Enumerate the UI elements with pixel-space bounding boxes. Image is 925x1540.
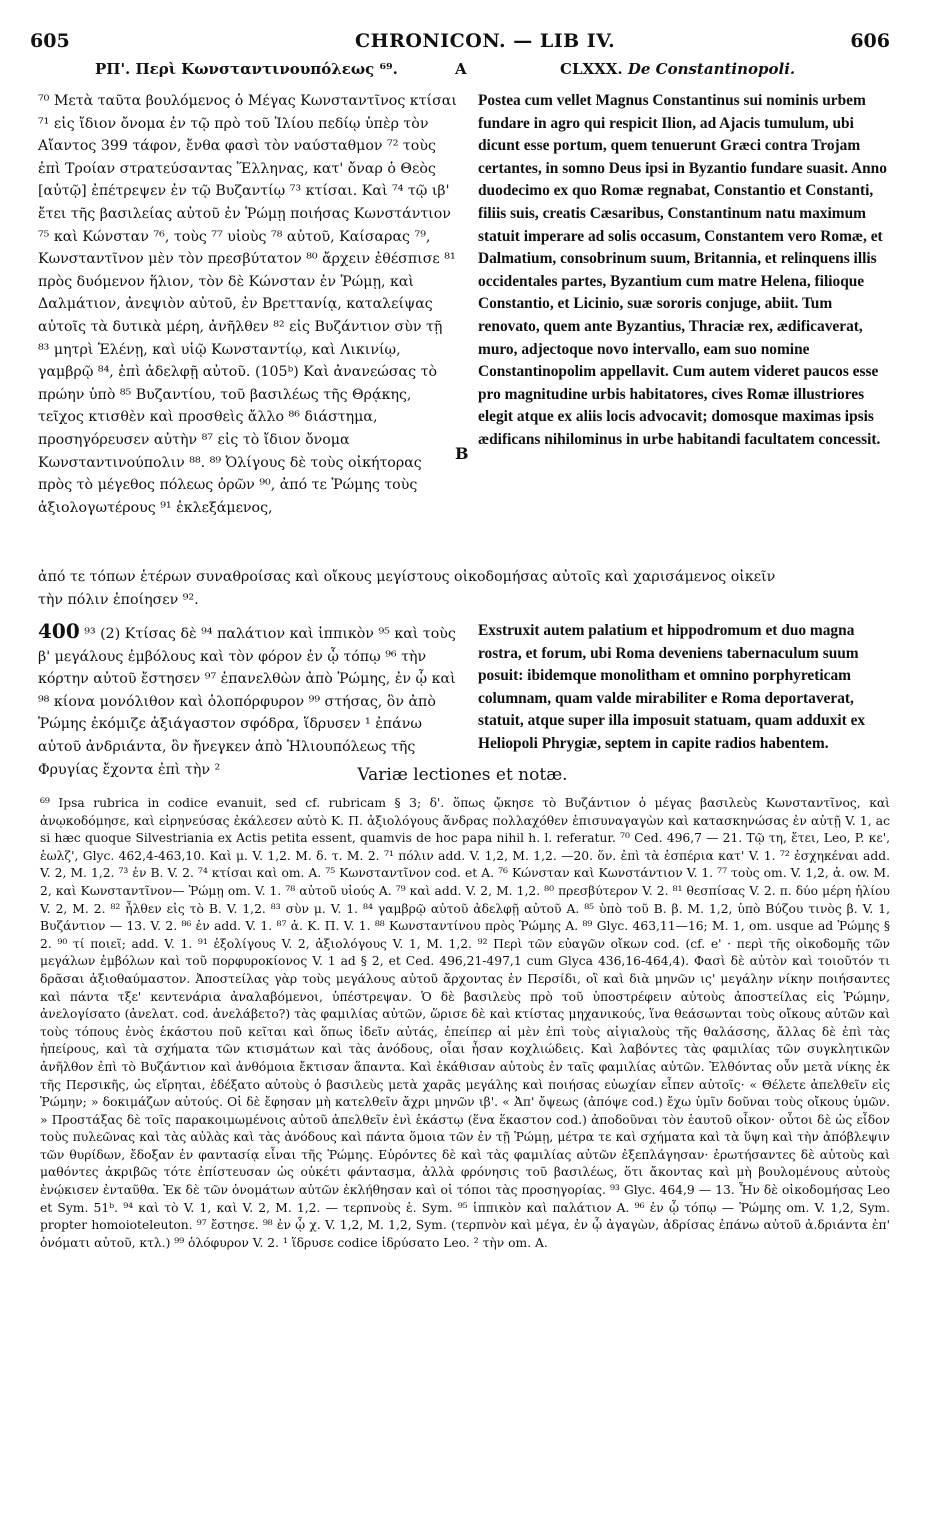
- page-header: [30, 30, 890, 56]
- greek-line: ἀπό τε τόπων ἑτέρων συναθροίσας καὶ οἴκους μεγίστους οἰκοδομήσας αὐτοῖς καὶ χαρισάμενος οἰκεῖν: [38, 569, 776, 585]
- section-number-400: 400: [38, 619, 80, 643]
- page-number-left: 605: [30, 30, 70, 52]
- greek-full-width-line: [38, 566, 883, 611]
- greek-column-text-2: [38, 620, 458, 781]
- running-title: CHRONICON. — LIB IV.: [355, 30, 616, 52]
- greek-column-text-1: [38, 90, 458, 519]
- greek-paragraph: ⁷⁰ Μετὰ ταῦτα βουλόμενος ὁ Μέγας Κωνσταντῖνος κτίσαι ⁷¹ εἰς ἴδιον ὄνομα ἐν τῷ πρὸ τοῦ Ἰλίου πεδίῳ ὑπὲρ τὸν Αἴαντος 399 τάφον, ἔνθα φασὶ τὸν ναύσταθμον ⁷² τοὺς ἐπὶ Τροίαν στρατεύσαντας Ἕλληνας, κατ' ὄναρ ὁ Θεὸς [αὐτῷ] ἐπέτρεψεν ἐν τῷ Βυζαντίῳ ⁷³ κτίσαι. Καὶ ⁷⁴ τῷ ιβ' ἔτει τῆς βασιλείας αὐτοῦ ἐν Ῥώμῃ ποιήσας Κωνστάντιον ⁷⁵ καὶ Κώνσταν ⁷⁶, τοὺς ⁷⁷ υἱοὺς ⁷⁸ αὐτοῦ, Καίσαρας ⁷⁹, Κωνσταντῖνον μὲν τὸν πρεσβύτατον ⁸⁰ ἄρχειν ἐθέσπισε ⁸¹ πρὸς δυόμενον ἥλιον, τὸν δὲ Κώνσταν ἐν Ῥώμῃ, καὶ Δαλμάτιον, ἀνεψιὸν αὐτοῦ, ἐν Βρεττανίᾳ, καταλείψας αὐτοῖς τὰ δυτικὰ μέρη, ἀνῆλθεν ⁸² εἰς Βυζάντιον σὺν τῇ ⁸³ μητρὶ Ἑλένῃ, καὶ υἱῷ Κωνσταντίῳ, καὶ Λικινίῳ, γαμβρῷ ⁸⁴, ἐπὶ ἀδελφῇ αὐτοῦ. (105ᵇ) Καὶ ἀνανεώσας τὸ πρώην ὑπὸ ⁸⁵ Βυζαντίου, τοῦ βασιλέως τῆς Θρᾴκης, τεῖχος κτισθὲν καὶ προσθεὶς ἄλλο ⁸⁶ διάστημα, προσηγόρευσεν αὐτὴν ⁸⁷ εἰς τὸ ἴδιον ὄνομα Κωνσταντινούπολιν ⁸⁸. ⁸⁹ Ὀλίγους δὲ τοὺς οἰκήτορας πρὸς τὸ μέγεθος πόλεως ὁρῶν ⁹⁰, ἀπό τε Ῥώμης τοὺς ἀξιολογωτέρους ⁹¹ ἐκλεξάμενος,: [38, 93, 457, 516]
- greek-section-heading: ΡΠ'. Περὶ Κωνσταντινουπόλεως ⁶⁹.: [95, 60, 398, 78]
- column-marker-b: B: [455, 444, 469, 463]
- page-number-right: 606: [850, 30, 890, 52]
- latin-section-title: De Constantinopoli.: [627, 60, 796, 78]
- column-marker-a: A: [455, 60, 467, 78]
- greek-paragraph-2: [38, 620, 458, 781]
- latin-section-heading: [560, 60, 795, 82]
- latin-column-text-1: [478, 90, 888, 452]
- notes-block: [40, 795, 890, 1252]
- notes-title: Variæ lectiones et notæ.: [357, 765, 568, 785]
- greek-line-end: τὴν πόλιν ἐποίησεν ⁹².: [38, 591, 199, 608]
- latin-column-text-2: [478, 620, 888, 756]
- latin-paragraph-2: Exstruxit autem palatium et hippodromum et duo magna rostra, et forum, ubi Roma deveniens tabernaculum suum posuit: ibidemque monolitham et omnino porphyreticam columnam, quam valde mirabiliter e Roma deportaverat, statuit, atque super illa imposuit statuam, quam adduxit ex Heliopoli Phrygiæ, septem in capite radios habentem.: [478, 622, 866, 752]
- latin-section-number: CLXXX.: [560, 60, 623, 78]
- greek-paragraph-2-text: ⁹³ (2) Κτίσας δὲ ⁹⁴ παλάτιον καὶ ἱππικὸν ⁹⁵ καὶ τοὺς β' μεγάλους ἐμβόλους καὶ τὸν φόρον ἐν ᾧ τόπῳ ⁹⁶ τὴν κόρτην αὐτοῦ ἔστησεν ⁹⁷ ἐπανελθὼν ἀπὸ Ῥώμης, ἐν ᾧ καὶ ⁹⁸ κίονα μονόλιθον καὶ ὁλοπόρφυρον ⁹⁹ στήσας, ὃν ἀπὸ Ῥώμης ἐκόμιζε ἀξιάγαστον σφόδρα, ἵδρυσεν ¹ ἐπάνω αὐτοῦ ἀνδριάντα, ὃν ἤνεγκεν ἀπὸ Ἡλιουπόλεως τῆς Φρυγίας ἔχοντα ἐπὶ τὴν ²: [38, 626, 456, 778]
- latin-paragraph: Postea cum vellet Magnus Constantinus sui nominis urbem fundare in agro qui respicit Ilion, ad Ajacis tumulum, ubi dicunt esse portum, quem tenuerunt Græci contra Trojam certantes, in somno Deus ipsi in Byzantio fundare suasit. Anno duodecimo ex quo Romæ regnabat, Constantio et Constanti, filiis suis, creatis Cæsaribus, Constantinum natu maximum statuit imperare ad solis occasum, Constantem vero Romæ, et Dalmatium, consobrinum suum, Britannia, et relinquens illis occidentales partes, Byzantium cum matre Helena, filioque Constantio, et Licinio, suæ sororis conjuge, abiit. Tum renovato, quem ante Byzantius, Thraciæ rex, ædificaverat, muro, adjectoque novo intervallo, eam suo nomine Constantinopolim appellavit. Cum autem videret paucos esse pro magnitudine urbis habitatores, cives Romæ illustriores elegit atque ex aliis locis advocavit; domosque maximas ipsis ædificans nihilominus in urbe habitandi facultatem concessit.: [478, 92, 887, 448]
- notes-text: ⁶⁹ Ipsa rubrica in codice evanuit, sed cf. rubricam § 3; δ'. ὅπως ᾤκησε τὸ Βυζάντιον ὁ μέγας βασιλεὺς Κωνσταντῖνος, καὶ ἀνῳκοδόμησε, καὶ εἰρηνεύσας ἐκάλεσεν αὐτὸ Κ. Π. ἀξιολόγους ἄνδρας πολλαχόθεν ἐπισυναγαγὼν καὶ κατασκηνώσας ἐν αὐτῇ V. 1, ac si hæc quoque Silvestriania ex Actis petita essent, quamvis de hoc papa nihil h. l. referatur. ⁷⁰ Ced. 496,7 — 21. Τῷ τη, ἔτει, Leo, P. κε', ἑωλζ', Glyc. 462,4-463,10. Καὶ μ. V. 1,2. M. δ. τ. M. 2. ⁷¹ πόλιν add. V. 1,2, M. 1,2. —20. ὅν. ἐπὶ τὰ ἑσπέρια κατ' V. 1. ⁷² ἐσχηκέναι add. V. 2, M. 1,2. ⁷³ ἐν B. V. 2. ⁷⁴ κτίσαι καὶ om. A. ⁷⁵ Κωνσταντῖνον cod. et A. ⁷⁶ Κώνσταν καὶ Κωνστάντιον V. 1. ⁷⁷ τοὺς om. V. 1,2, ἀ. ow. M. 2, καὶ Κωνσταντῖνον— Ῥώμῃ om. V. 1. ⁷⁸ αὐτοῦ υἱούς A. ⁷⁹ καὶ add. V. 2, M. 1,2. ⁸⁰ πρεσβύτερον V. 2. ⁸¹ θεσπίσας V. 2. π. δύο μέρη ἡλίου V. 2, M. 2. ⁸² ἦλθεν εἰς τὸ B. V. 1,2. ⁸³ σὺν μ. V. 1. ⁸⁴ γαμβρῷ αὐτοῦ ἀδελφῇ αὐτοῦ A. ⁸⁵ ὑπὸ τοῦ B. β. M. 1,2, ὑπὸ Βύζου τινὸς β. V. 1, Βυζάντιον — 13. V. 2. ⁸⁶ ἐν add. V. 1. ⁸⁷ ἀ. K. Π. V. 1. ⁸⁸ Κωνσταντίνου πρὸς Ῥώμης A. ⁸⁹ Glyc. 463,11—16; M. 1, om. usque ad Ῥώμης § 2. ⁹⁰ τί ποιεῖ; add. V. 1. ⁹¹ ἐξολίγους V. 2, ἀξιολόγους V. 1, M. 1,2. ⁹² Περὶ τῶν εὐαγῶν οἴκων cod. (cf. e' · περὶ τῆς οἰκοδομῆς τῶν μεγάλων ἐμβόλων καὶ τοῦ πορφυροκίονος V. 1 ad § 2, et Ced. 496,21-497,1 cum Glyca 436,16-464,4). Φασὶ δὲ αὐτὸν καὶ τοιοῦτόν τι δρᾶσαι ἀξιοθαύμαστον. Ἀποστείλας γὰρ τοὺς μεγάλους αὐτοῦ ἄρχοντας ἐν Περσίδι, οἳ καὶ διὰ μηνῶν ις' μεγάλην νίκην ποιήσαντες καὶ πάντα τξε' κεντενάρια ἀναλαβόμενοι, ὑπέστρεψαν. Ὁ δὲ βασιλεὺς πρὸ τοῦ ὑποστρέφειν αὐτοὺς ἀποστείλας εἰς Ῥώμην, ἀνελογίσατο (ἀνελατ. cod. ἀνελάβετο?) τὰς φαμιλίας αὐτῶν, ὥρισε δὲ καὶ κτίστας μηχανικούς, ἵνα θεάσωνται τοὺς οἴκους αὐτῶν καὶ τοὺς τόπους ἐνὸς ἑκάστου ποῦ κεῖται καὶ ὅπως ἰδεῖν αὐτάς, ἐπείπερ αἱ μὲν ἐπὶ τοὺς αἰγιαλοὺς τῆς θαλάσσης, ἄλλας δὲ ἐπὶ τὰς ἠπείρους, καὶ τὰ σχήματα τῶν κτισμάτων καὶ τὰς ἀνόδους, οἷαι ἦσαν κοχλιώδεις. Καὶ λαβόντες τὰς φαμιλίας τῶν συγκλητικῶν ἀνῆλθον ἐπὶ τὸ Βυζάντιον καὶ ἀνθόμοια ἔκτισαν ἅπαντα. Καὶ ἐκάθισαν αὐτοὺς ἐν ταῖς φαμιλίας αὐτῶν. Ἐλθόντας οὖν μετὰ νίκης ἐκ τῆς Περσικῆς, ὡς εἴρηται, ἐδέξατο αὐτοὺς ὁ βασιλεὺς μετὰ χαρᾶς μεγάλης καὶ ποιήσας εὐωχίαν εἶπεν αὐτοῖς· « Θέλετε ἀπελθεῖν εἰς Ῥώμην; » δοκιμάζων αὐτούς. Οἱ δὲ ἔφησαν μὴ κατελθεῖν ἄχρι μηνῶν ιβ'. « Ἀπ' ὄψεως (ἀπόψε cod.) ἔχω ὑμῖν δοῦναι τοὺς οἴκους ὑμῶν. » Προστάξας δὲ τοῖς παρακοιμωμένοις αὐτοῦ ἀπελθεῖν ἐνὶ ἑκάστῳ (ἕνα ἕκαστον cod.) ἀποδοῦναι τὸν ἑαυτοῦ οἶκον· οὗτοι δὲ ὡς εἶδον τοὺς πυλεῶνας καὶ τὰς αὐλὰς καὶ τὰς ἀνόδους καὶ πάντα ὅμοια τῶν ἐν τῇ Ῥώμῃ, μέτρα τε καὶ σχήματα καὶ τὰ ὕψη καὶ τὴν ἀπόβλεψιν τῶν θυρίδων, ἔδοξαν ἐν φαντασίᾳ εἶναι τῆς Ῥώμης. Εὑρόντες δὲ καὶ τὰς φαμιλίας αὐτῶν ἐξεπλάγησαν· ἐρωτήσαντες δὲ αὐτοὺς καὶ μαθόντες ἀκριβῶς τότε ἐπίστευσαν ὡς οὐκέτι φάντασμα, ἀλλὰ φρόνησις τοῦ βασιλέως, ὅτι ἄκοντας καὶ μὴ βουλομένους αὐτοὺς ἐνῴκισεν ἐνταῦθα. Ἐκ δὲ τῶν ὀνομάτων αὐτῶν ἐκλήθησαν καὶ οἱ τόποι τὰς προσηγορίας. ⁹³ Glyc. 464,9 — 13. Ἦν δὲ οἰκοδομήσας Leo et Sym. 51ᵇ. ⁹⁴ καὶ τὸ V. 1, καὶ V. 2, M. 1,2. — τερπνοὺς ἑ. Sym. ⁹⁵ ἱππικὸν καὶ παλάτιον A. ⁹⁶ ἐν ᾧ τόπῳ — Ῥώμης om. V. 1,2, Sym. propter homoioteleuton. ⁹⁷ ἔστησε. ⁹⁸ ἐν ᾧ χ. V. 1,2, M. 1,2, Sym. (τερπνὸν καὶ μέγα, ἐν ᾧ ἀγαγὼν, ἀδρίσας ἐπάνω αὐτοῦ ἀ.δριάντα ἐπ' ὀνόματι αὐτοῦ, κτλ.) ⁹⁹ ὁλόφυρον V. 2. ¹ ἵδρυσε codice ἱδρύσατο Leo. ² τὴν om. A.: [40, 796, 890, 1250]
